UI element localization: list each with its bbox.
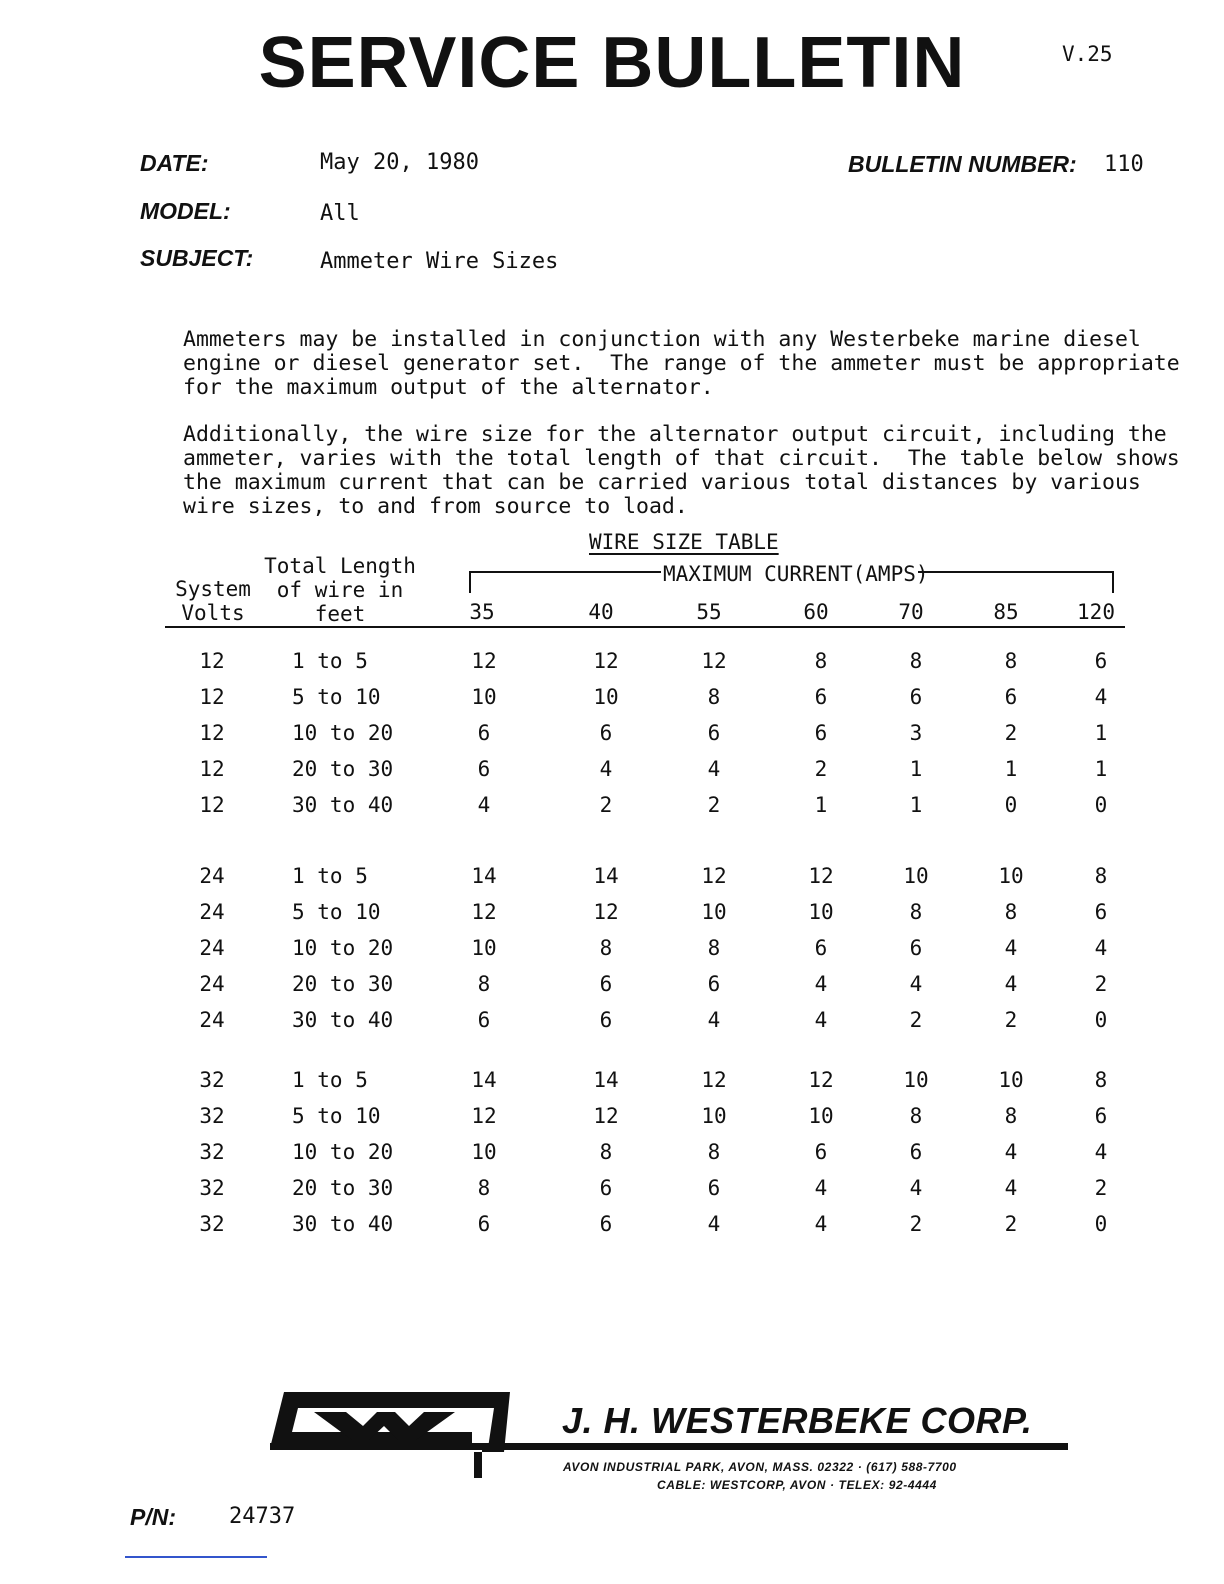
wire-gauge-cell: 14 [593, 864, 619, 888]
wire-gauge-cell: 10 [903, 1068, 929, 1092]
wire-gauge-cell: 10 [471, 1140, 497, 1164]
wire-gauge-cell: 1 [1094, 757, 1108, 781]
wire-gauge-cell: 0 [1094, 1008, 1108, 1032]
volts-cell: 32 [199, 1104, 225, 1128]
wire-gauge-cell: 4 [1094, 685, 1108, 709]
wire-gauge-cell: 12 [471, 1104, 497, 1128]
wire-gauge-cell: 6 [477, 721, 491, 745]
wire-gauge-cell: 8 [707, 685, 721, 709]
wire-gauge-cell: 0 [1094, 793, 1108, 817]
wire-gauge-cell: 12 [701, 649, 727, 673]
wire-gauge-cell: 14 [471, 1068, 497, 1092]
wire-gauge-cell: 6 [599, 1008, 613, 1032]
version-label: V.25 [1062, 42, 1113, 66]
length-cell: 20 to 30 [292, 972, 394, 996]
length-cell: 5 to 10 [292, 900, 381, 924]
wire-gauge-cell: 1 [909, 793, 923, 817]
volts-cell: 24 [199, 972, 225, 996]
length-cell: 5 to 10 [292, 685, 381, 709]
wire-gauge-cell: 2 [707, 793, 721, 817]
wire-gauge-cell: 8 [599, 1140, 613, 1164]
amp-column-header: 70 [898, 600, 924, 624]
volts-cell: 24 [199, 900, 225, 924]
amp-column-header: 35 [469, 600, 495, 624]
wire-gauge-cell: 12 [701, 864, 727, 888]
subject-label: SUBJECT: [140, 245, 254, 271]
length-cell: 10 to 20 [292, 1140, 394, 1164]
wire-gauge-cell: 6 [814, 936, 828, 960]
wire-gauge-cell: 8 [707, 936, 721, 960]
wire-gauge-cell: 4 [1004, 972, 1018, 996]
wire-gauge-cell: 8 [599, 936, 613, 960]
wire-gauge-cell: 10 [471, 936, 497, 960]
wire-gauge-cell: 10 [593, 685, 619, 709]
wire-gauge-cell: 2 [1094, 1176, 1108, 1200]
length-cell: 20 to 30 [292, 1176, 394, 1200]
wire-gauge-cell: 12 [471, 649, 497, 673]
volts-column-header: System Volts [175, 577, 251, 625]
wire-gauge-cell: 12 [593, 1104, 619, 1128]
subject-value: Ammeter Wire Sizes [320, 249, 559, 274]
wire-gauge-cell: 6 [599, 1212, 613, 1236]
amp-column-header: 120 [1077, 600, 1115, 624]
page-title: SERVICE BULLETIN [258, 23, 966, 103]
wire-gauge-cell: 4 [707, 1008, 721, 1032]
wire-gauge-cell: 8 [1004, 649, 1018, 673]
wire-gauge-cell: 6 [1094, 900, 1108, 924]
wire-gauge-cell: 1 [909, 757, 923, 781]
length-column-header: Total Length of wire in feet [264, 554, 416, 626]
wire-gauge-cell: 8 [1004, 900, 1018, 924]
header-bracket-right [918, 571, 1114, 593]
wire-gauge-cell: 8 [909, 900, 923, 924]
wire-gauge-cell: 2 [1004, 1008, 1018, 1032]
wire-gauge-cell: 1 [1004, 757, 1018, 781]
wire-gauge-cell: 4 [909, 1176, 923, 1200]
wire-gauge-cell: 6 [909, 936, 923, 960]
wire-gauge-cell: 0 [1094, 1212, 1108, 1236]
wire-gauge-cell: 2 [909, 1008, 923, 1032]
length-cell: 1 to 5 [292, 864, 368, 888]
wire-gauge-cell: 8 [1004, 1104, 1018, 1128]
company-cable-telex: CABLE: WESTCORP, AVON · TELEX: 92-4444 [657, 1478, 937, 1492]
paragraph-details: Additionally, the wire size for the alternator output circuit, including the ammeter, varies with the total length of that circuit. The table below shows the maximum current that can be carried various total distances by various wire sizes, to and from source to load. [183, 422, 1180, 519]
wire-gauge-cell: 6 [707, 721, 721, 745]
wire-gauge-cell: 6 [909, 1140, 923, 1164]
westerbeke-logo [268, 1390, 518, 1480]
wire-gauge-cell: 14 [593, 1068, 619, 1092]
wire-gauge-cell: 1 [1094, 721, 1108, 745]
wire-gauge-cell: 10 [998, 1068, 1024, 1092]
amp-column-header: 40 [588, 600, 614, 624]
volts-cell: 24 [199, 936, 225, 960]
table-title: WIRE SIZE TABLE [589, 530, 779, 554]
wire-gauge-cell: 4 [1004, 1140, 1018, 1164]
wire-gauge-cell: 6 [814, 721, 828, 745]
amp-column-header: 85 [993, 600, 1019, 624]
wire-gauge-cell: 6 [707, 1176, 721, 1200]
wire-gauge-cell: 10 [701, 900, 727, 924]
length-cell: 30 to 40 [292, 793, 394, 817]
wire-gauge-cell: 12 [593, 900, 619, 924]
wire-gauge-cell: 8 [477, 1176, 491, 1200]
wire-gauge-cell: 6 [599, 721, 613, 745]
length-cell: 1 to 5 [292, 1068, 368, 1092]
wire-gauge-cell: 4 [1004, 1176, 1018, 1200]
wire-gauge-cell: 1 [814, 793, 828, 817]
volts-cell: 12 [199, 649, 225, 673]
wire-gauge-cell: 3 [909, 721, 923, 745]
bottom-link-underline [125, 1556, 267, 1558]
wire-gauge-cell: 8 [1094, 864, 1108, 888]
wire-gauge-cell: 6 [599, 1176, 613, 1200]
wire-gauge-cell: 4 [814, 972, 828, 996]
model-value: All [320, 201, 360, 226]
wire-gauge-cell: 8 [1094, 1068, 1108, 1092]
wire-gauge-cell: 6 [477, 1212, 491, 1236]
wire-gauge-cell: 4 [814, 1008, 828, 1032]
wire-gauge-cell: 2 [599, 793, 613, 817]
wire-gauge-cell: 10 [471, 685, 497, 709]
company-address: AVON INDUSTRIAL PARK, AVON, MASS. 02322 · (617) 588-7700 [563, 1460, 957, 1474]
max-current-header: MAXIMUM CURRENT(AMPS) [663, 562, 929, 586]
volts-cell: 12 [199, 757, 225, 781]
volts-cell: 32 [199, 1068, 225, 1092]
wire-gauge-cell: 12 [808, 864, 834, 888]
wire-gauge-cell: 6 [477, 757, 491, 781]
wire-gauge-cell: 2 [1004, 1212, 1018, 1236]
length-cell: 10 to 20 [292, 936, 394, 960]
wire-gauge-cell: 4 [599, 757, 613, 781]
wire-gauge-cell: 6 [814, 685, 828, 709]
volts-cell: 12 [199, 793, 225, 817]
wire-gauge-cell: 4 [814, 1212, 828, 1236]
wire-gauge-cell: 6 [814, 1140, 828, 1164]
wire-gauge-cell: 8 [707, 1140, 721, 1164]
wire-gauge-cell: 8 [477, 972, 491, 996]
wire-gauge-cell: 0 [1004, 793, 1018, 817]
company-rule [270, 1443, 1068, 1450]
bulletin-number-value: 110 [1104, 152, 1144, 177]
wire-gauge-cell: 6 [599, 972, 613, 996]
bulletin-number-label: BULLETIN NUMBER: [848, 151, 1077, 177]
wire-gauge-cell: 6 [477, 1008, 491, 1032]
length-cell: 1 to 5 [292, 649, 368, 673]
wire-gauge-cell: 6 [707, 972, 721, 996]
length-cell: 10 to 20 [292, 721, 394, 745]
wire-gauge-cell: 8 [909, 1104, 923, 1128]
wire-gauge-cell: 10 [998, 864, 1024, 888]
wire-gauge-cell: 14 [471, 864, 497, 888]
wire-gauge-cell: 12 [593, 649, 619, 673]
wire-gauge-cell: 6 [1094, 1104, 1108, 1128]
wire-gauge-cell: 10 [808, 1104, 834, 1128]
length-cell: 20 to 30 [292, 757, 394, 781]
wire-gauge-cell: 10 [808, 900, 834, 924]
paragraph-intro: Ammeters may be installed in conjunction with any Westerbeke marine diesel engine or diesel generator set. The range of the ammeter must be appropriate for the maximum output of the alternator. [183, 327, 1180, 400]
wire-gauge-cell: 4 [909, 972, 923, 996]
wire-gauge-cell: 2 [1004, 721, 1018, 745]
wire-gauge-cell: 12 [471, 900, 497, 924]
model-label: MODEL: [140, 198, 231, 224]
volts-cell: 32 [199, 1212, 225, 1236]
wire-gauge-cell: 12 [808, 1068, 834, 1092]
length-cell: 5 to 10 [292, 1104, 381, 1128]
company-name: J. H. WESTERBEKE CORP. [562, 1400, 1033, 1441]
wire-gauge-cell: 6 [909, 685, 923, 709]
table-header-rule [165, 626, 1125, 628]
wire-gauge-cell: 6 [1094, 649, 1108, 673]
part-number-value: 24737 [229, 1504, 296, 1529]
volts-cell: 12 [199, 721, 225, 745]
wire-gauge-cell: 2 [909, 1212, 923, 1236]
wire-gauge-cell: 8 [814, 649, 828, 673]
wire-gauge-cell: 8 [909, 649, 923, 673]
length-cell: 30 to 40 [292, 1212, 394, 1236]
wire-gauge-cell: 4 [1004, 936, 1018, 960]
volts-cell: 32 [199, 1140, 225, 1164]
length-cell: 30 to 40 [292, 1008, 394, 1032]
volts-cell: 24 [199, 1008, 225, 1032]
header-bracket-left [469, 571, 661, 593]
wire-gauge-cell: 12 [701, 1068, 727, 1092]
volts-cell: 32 [199, 1176, 225, 1200]
date-value: May 20, 1980 [320, 150, 479, 175]
wire-gauge-cell: 10 [701, 1104, 727, 1128]
wire-gauge-cell: 4 [1094, 936, 1108, 960]
wire-gauge-cell: 2 [814, 757, 828, 781]
volts-cell: 12 [199, 685, 225, 709]
wire-gauge-cell: 2 [1094, 972, 1108, 996]
wire-gauge-cell: 6 [1004, 685, 1018, 709]
wire-gauge-cell: 4 [707, 757, 721, 781]
wire-gauge-cell: 4 [814, 1176, 828, 1200]
wire-gauge-cell: 4 [477, 793, 491, 817]
volts-cell: 24 [199, 864, 225, 888]
wire-gauge-cell: 4 [1094, 1140, 1108, 1164]
part-number-label: P/N: [130, 1504, 176, 1530]
wire-gauge-cell: 4 [707, 1212, 721, 1236]
amp-column-header: 60 [803, 600, 829, 624]
amp-column-header: 55 [696, 600, 722, 624]
wire-gauge-cell: 10 [903, 864, 929, 888]
date-label: DATE: [140, 150, 209, 176]
